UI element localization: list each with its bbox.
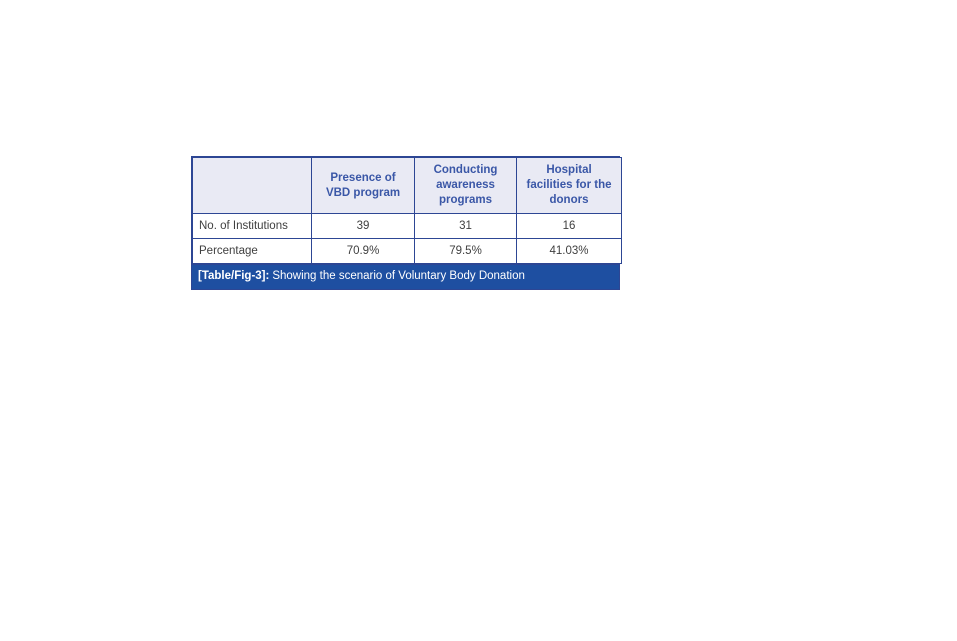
row-label-institutions: No. of Institutions bbox=[193, 214, 312, 239]
table-body bbox=[193, 214, 622, 264]
header-row bbox=[193, 158, 622, 214]
table-caption bbox=[192, 264, 619, 289]
header-cell-awareness: Conducting awareness programs bbox=[415, 158, 517, 214]
cell-percentage-awareness: 79.5% bbox=[415, 239, 517, 264]
cell-institutions-awareness: 31 bbox=[415, 214, 517, 239]
header-cell-hospital: Hospital facilities for the donors bbox=[517, 158, 622, 214]
cell-institutions-vbd: 39 bbox=[312, 214, 415, 239]
table-fig-3 bbox=[191, 156, 620, 290]
caption-text: Showing the scenario of Voluntary Body Donation bbox=[272, 270, 525, 282]
table-row bbox=[193, 239, 622, 264]
cell-institutions-hospital: 16 bbox=[517, 214, 622, 239]
cell-percentage-vbd: 70.9% bbox=[312, 239, 415, 264]
header-cell-presence-vbd: Presence of VBD program bbox=[312, 158, 415, 214]
data-table bbox=[192, 157, 622, 264]
table-row bbox=[193, 214, 622, 239]
table-header bbox=[193, 158, 622, 214]
cell-percentage-hospital: 41.03% bbox=[517, 239, 622, 264]
header-cell-empty bbox=[193, 158, 312, 214]
row-label-percentage: Percentage bbox=[193, 239, 312, 264]
caption-tag: [Table/Fig-3]: bbox=[198, 270, 270, 282]
